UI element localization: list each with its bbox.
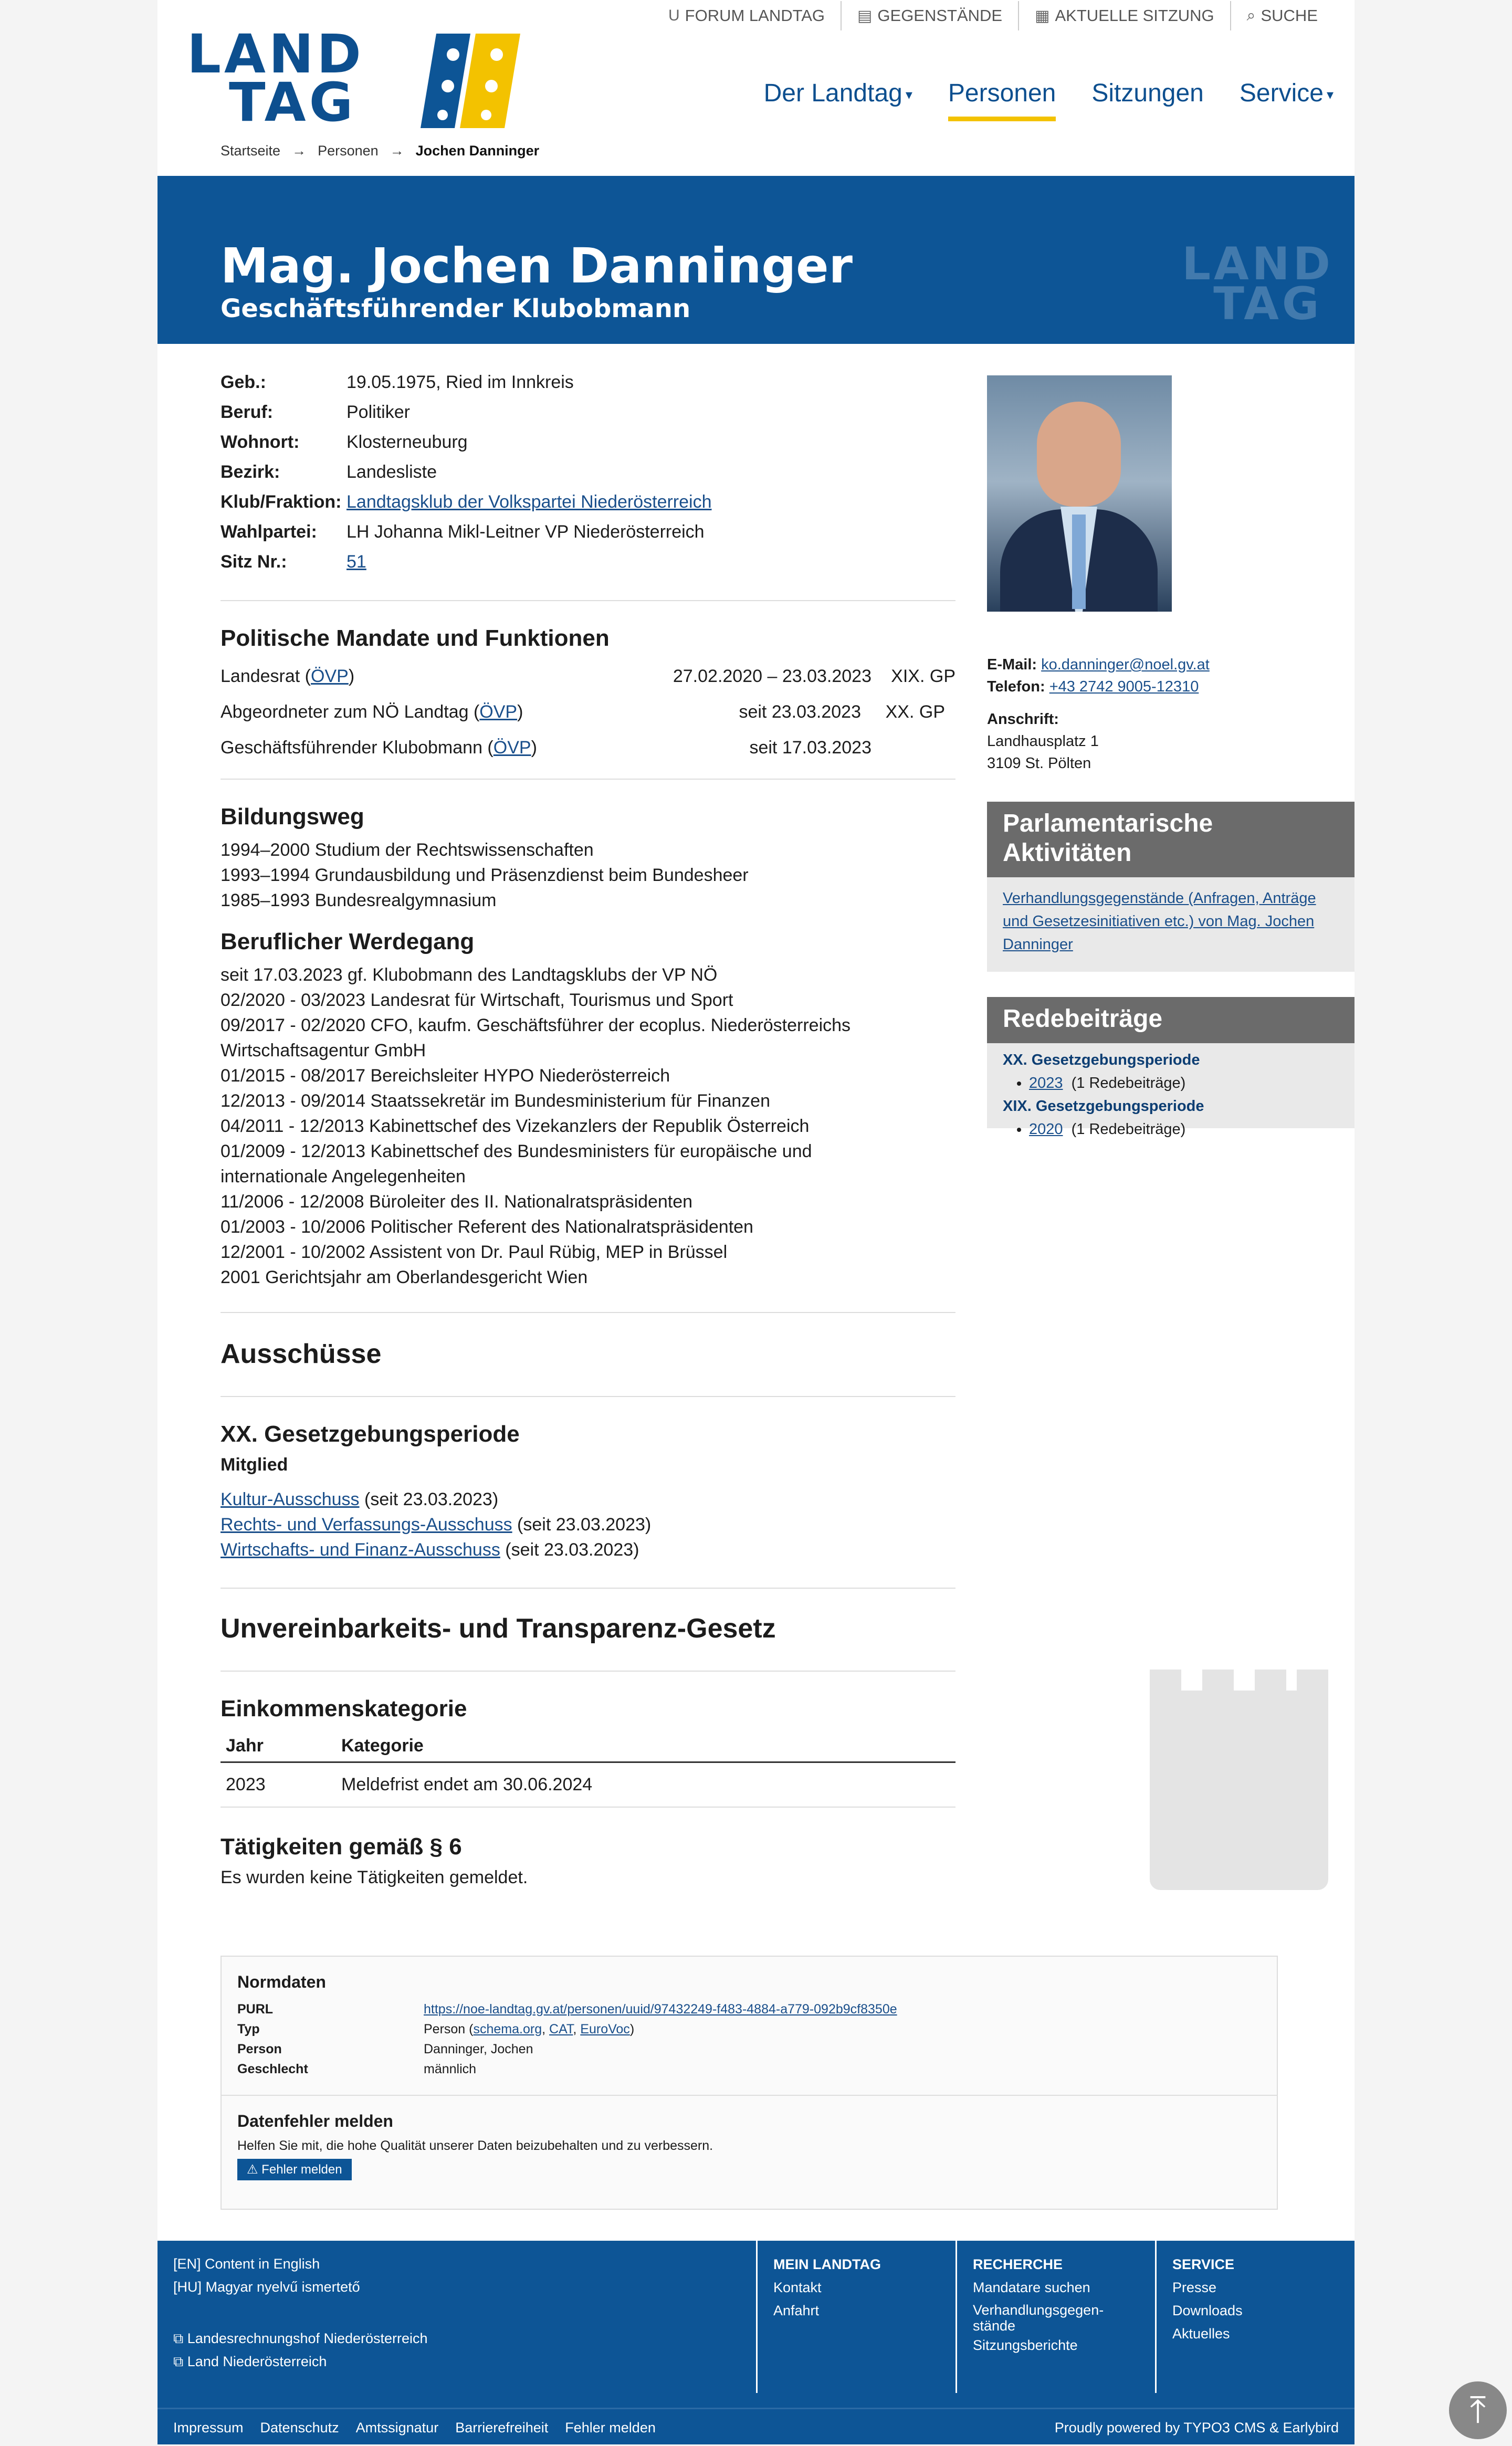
lower-austria-flag-icon (421, 34, 520, 128)
redebeitraege-box (987, 997, 1354, 1138)
list-item: Wirtschaftsagentur GmbH (220, 1041, 426, 1061)
typ-sep: , (573, 2021, 581, 2036)
sitz-link[interactable]: 51 (346, 552, 366, 572)
ausschuss-link[interactable]: Wirtschafts- und Finanz-Ausschuss (220, 1540, 500, 1560)
taetigkeiten-heading: Tätigkeiten gemäß § 6 (220, 1834, 462, 1860)
verhandlungsgegenstaende-link[interactable]: Verhandlungsgegenstände (Anfragen, Anträge und Gesetzesinitiativen etc.) von Mag. Jochen Danninger (1003, 890, 1316, 953)
logo-line-2: TAG (229, 71, 356, 134)
table-row (220, 1762, 956, 1808)
taetigkeiten-text: Es wurden keine Tätigkeiten gemeldet. (220, 1867, 528, 1887)
fact-value: Landesliste (346, 462, 437, 482)
schema-org-link[interactable]: schema.org (473, 2021, 542, 2036)
year-link[interactable]: 2023 (1029, 1075, 1063, 1091)
footer-link-amtssignatur[interactable]: Amtssignatur (355, 2419, 439, 2435)
divider (220, 1671, 956, 1672)
footer-col-mein-landtag (756, 2241, 957, 2393)
bildung-list (220, 837, 956, 913)
list-item: 12/2001 - 10/2002 Assistent von Dr. Paul Rübig, MEP in Brüssel (220, 1242, 728, 1262)
beruf-list (220, 962, 956, 1290)
arrow-up-icon: ⤒ (1469, 2389, 1486, 2430)
fact-value: LH Johanna Mikl-Leitner VP Niederösterreich (346, 522, 705, 542)
photo-tie (1072, 515, 1086, 609)
topnav-gegenstaende[interactable] (841, 1, 1018, 30)
party-link[interactable]: ÖVP (479, 702, 518, 722)
landtag-logo[interactable] (187, 23, 523, 135)
divider (220, 1396, 956, 1397)
contact-email (987, 654, 1354, 676)
fact-row (220, 368, 956, 397)
mandate-gp: XIX. GP (891, 666, 956, 686)
footer-link[interactable]: Kontakt (773, 2280, 822, 2295)
footer-link[interactable]: Anfahrt (773, 2303, 820, 2318)
bildung-heading: Bildungsweg (220, 804, 364, 830)
norm-row (237, 2039, 1261, 2059)
mandate-list (220, 666, 956, 773)
nav-der-landtag[interactable] (764, 79, 912, 121)
sidebar (987, 375, 1354, 1138)
fact-row (220, 487, 956, 517)
ausschuesse-heading: Ausschüsse (220, 1339, 382, 1369)
einkommen-heading: Einkommenskategorie (220, 1696, 467, 1721)
fact-label: Klub/Fraktion: (220, 492, 342, 512)
person-role: Geschäftsführender Klubobmann (220, 294, 691, 323)
caret-down-icon: ▾ (1326, 86, 1334, 102)
person-name: Mag. Jochen Danninger (220, 238, 853, 294)
list-item (220, 1487, 956, 1512)
list-item: 1993–1994 Grundausbildung und Präsenzdienst beim Bundesheer (220, 865, 749, 885)
fehler-melden-button[interactable]: ⚠ Fehler melden (237, 2159, 352, 2180)
site-footer (158, 2241, 1354, 2444)
breadcrumb-current: Jochen Danninger (415, 143, 540, 159)
col-jahr: Jahr (220, 1730, 336, 1762)
contact-block (987, 654, 1354, 774)
typ-text: Person ( (424, 2021, 474, 2036)
normdaten-box (220, 1956, 1278, 2210)
list-item (220, 1512, 956, 1537)
contact-address (987, 708, 1354, 774)
list-item: 02/2020 - 03/2023 Landesrat für Wirtschaft, Tourismus und Sport (220, 990, 733, 1010)
main-content (220, 368, 956, 1888)
contact-phone (987, 676, 1354, 698)
ausschuss-link[interactable]: Rechts- und Verfassungs-Ausschuss (220, 1515, 512, 1535)
redebeitraege-list (1003, 1072, 1339, 1095)
coat-of-arms-watermark-icon (1129, 1659, 1349, 1911)
col-kategorie: Kategorie (336, 1730, 956, 1762)
topnav-suche[interactable] (1230, 1, 1334, 30)
typ-text: ) (629, 2021, 635, 2036)
footer-link-lrh[interactable] (173, 2327, 428, 2350)
ausschuss-since: (seit 23.03.2023) (500, 1540, 639, 1560)
list-item: 04/2011 - 12/2013 Kabinettschef des Vizekanzlers der Republik Österreich (220, 1116, 810, 1136)
nav-service[interactable] (1240, 79, 1334, 121)
footer-col-title: RECHERCHE (973, 2256, 1063, 2272)
footer-link[interactable]: Verhandlungsgegen- (973, 2302, 1104, 2318)
arrow-right-icon: → (390, 143, 404, 159)
divider (222, 2095, 1277, 2096)
cell-kategorie: Meldefrist endet am 30.06.2024 (336, 1762, 956, 1808)
arrow-right-icon: → (292, 143, 307, 159)
footer-col-service (1155, 2241, 1356, 2393)
redebeitraege-heading: Redebeiträge (987, 997, 1354, 1043)
list-item: 01/2003 - 10/2006 Politischer Referent des Nationalratspräsidenten (220, 1217, 753, 1237)
external-link-icon: ⧉ (173, 2330, 187, 2346)
logo-line-1: LAND (187, 23, 364, 86)
mandate-function (220, 666, 354, 687)
photo-face (1037, 402, 1121, 507)
list-item: 2001 Gerichtsjahr am Oberlandesgericht Wien (220, 1267, 588, 1287)
list-item: 11/2006 - 12/2008 Büroleiter des II. Nationalratspräsidenten (220, 1192, 693, 1212)
parl-activities-box (987, 802, 1354, 972)
datenfehler-heading: Datenfehler melden (237, 2112, 393, 2130)
parl-activities-heading: Parlamentarische Aktivitäten (987, 802, 1354, 877)
mandate-text: ) (531, 738, 537, 758)
list-item: 09/2017 - 02/2020 CFO, kaufm. Geschäftsführer der ecoplus. Niederösterreichs (220, 1015, 851, 1035)
rede-count: (1 Redebeiträge) (1071, 1121, 1186, 1138)
mandate-row (220, 666, 956, 702)
footer-link[interactable]: Mandatare suchen (973, 2280, 1090, 2295)
redebeitraege-list (1003, 1118, 1339, 1141)
footer-link-hu[interactable]: [HU] Magyar nyelvű ismertető (173, 2279, 360, 2295)
main-nav (764, 79, 1334, 121)
topnav-label: AKTUELLE SITZUNG (1055, 6, 1214, 25)
beruf-heading: Beruflicher Werdegang (220, 929, 475, 954)
mandate-period: seit 17.03.2023 (749, 738, 872, 758)
mandate-gp: XX. GP (885, 702, 945, 722)
list-item: 01/2009 - 12/2013 Kabinettschef des Bundesministers für europäische und (220, 1141, 812, 1161)
powered-by-text: Proudly powered by TYPO3 CMS & Earlybird (1054, 2419, 1339, 2435)
topnav-label: SUCHE (1261, 6, 1318, 25)
parl-activities-body (987, 877, 1354, 972)
phone-label: Telefon: (987, 678, 1045, 695)
nav-label: Der Landtag (763, 79, 902, 107)
period-label: XX. Gesetzgebungsperiode (1003, 1052, 1200, 1068)
fact-value: Politiker (346, 402, 410, 422)
fact-row (220, 457, 956, 487)
landtag-watermark-logo (1182, 238, 1334, 330)
footer-link[interactable]: stände (973, 2318, 1016, 2334)
person-hero (158, 176, 1354, 344)
topnav-label: GEGENSTÄNDE (877, 6, 1003, 25)
fact-label: Sitz Nr.: (220, 552, 287, 572)
person-facts (220, 368, 956, 577)
scroll-to-top-button[interactable] (1449, 2381, 1507, 2439)
fact-label: Geb.: (220, 372, 266, 392)
list-item: internationale Angelegenheiten (220, 1167, 466, 1187)
list-item: 12/2013 - 09/2014 Staatssekretär im Bundesministerium für Finanzen (220, 1091, 770, 1111)
footer-left (173, 2252, 428, 2373)
topnav-forum-landtag[interactable] (653, 1, 841, 30)
year-link[interactable]: 2020 (1029, 1121, 1063, 1138)
ausschuesse-list (220, 1487, 956, 1562)
list-item (220, 1537, 956, 1562)
mandate-row (220, 738, 956, 773)
ausschuss-since: (seit 23.03.2023) (512, 1515, 652, 1535)
horseshoe-icon: U (668, 7, 680, 24)
address-line: 3109 St. Pölten (987, 755, 1091, 772)
party-link[interactable]: ÖVP (493, 738, 531, 758)
norm-value: männlich (424, 2061, 477, 2076)
rede-count: (1 Redebeiträge) (1071, 1075, 1186, 1091)
normdaten-heading: Normdaten (237, 1972, 326, 1991)
nav-label: Service (1239, 79, 1324, 107)
fact-value: 19.05.1975, Ried im Innkreis (346, 372, 574, 392)
mandate-row (220, 702, 956, 738)
ausschuesse-period: XX. Gesetzgebungsperiode (220, 1421, 520, 1447)
period-label: XIX. Gesetzgebungsperiode (1003, 1098, 1204, 1115)
purl-link[interactable]: https://noe-landtag.gv.at/personen/uuid/97432249-f483-4884-a779-092b9cf8350e (424, 2001, 897, 2017)
phone-link[interactable]: +43 2742 9005-12310 (1049, 678, 1199, 695)
footer-link-label: Land Niederösterreich (187, 2354, 327, 2369)
norm-value: Danninger, Jochen (424, 2041, 533, 2056)
nav-label: Sitzungen (1091, 79, 1204, 107)
ausschuesse-role: Mitglied (220, 1455, 288, 1475)
norm-row (237, 1999, 1261, 2019)
email-link[interactable]: ko.danninger@noel.gv.at (1041, 656, 1210, 673)
address-label: Anschrift: (987, 711, 1059, 728)
topnav-label: FORUM LANDTAG (685, 6, 825, 25)
mandate-heading: Politische Mandate und Funktionen (220, 625, 610, 651)
calendar-icon: ▦ (1035, 7, 1050, 25)
fact-label: Wahlpartei: (220, 522, 317, 542)
site-header (158, 0, 1354, 176)
nav-label: Personen (948, 79, 1056, 107)
divider (220, 1312, 956, 1313)
divider (220, 600, 956, 601)
ausschuss-since: (seit 23.03.2023) (359, 1489, 499, 1509)
footer-bottom-bar (158, 2408, 1354, 2446)
norm-key: Geschlecht (237, 2061, 308, 2076)
footer-col-title: MEIN LANDTAG (773, 2256, 881, 2272)
list-item: 1985–1993 Bundesrealgymnasium (220, 890, 497, 910)
spacer (173, 2298, 428, 2327)
footer-link[interactable]: Aktuelles (1172, 2326, 1230, 2342)
norm-row (237, 2059, 1261, 2079)
ausschuss-link[interactable]: Kultur-Ausschuss (220, 1489, 360, 1509)
footer-link-land-noe[interactable] (173, 2350, 428, 2373)
person-photo (987, 375, 1172, 612)
redebeitraege-body (987, 1043, 1354, 1157)
list-item (1029, 1118, 1339, 1141)
norm-value (424, 2022, 634, 2037)
norm-row (237, 2019, 1261, 2039)
mandate-text: Abgeordneter zum NÖ Landtag ( (220, 702, 480, 722)
caret-down-icon: ▾ (905, 86, 912, 102)
norm-key: PURL (237, 2001, 274, 2017)
top-utility-nav (653, 0, 1334, 32)
footer-link-impressum[interactable]: Impressum (173, 2419, 244, 2435)
footer-link[interactable]: Presse (1172, 2280, 1217, 2295)
fact-row (220, 427, 956, 457)
footer-link[interactable]: Sitzungsberichte (973, 2337, 1078, 2353)
document-icon: ▤ (857, 7, 873, 25)
party-link[interactable]: ÖVP (311, 666, 349, 686)
fact-label: Bezirk: (220, 462, 280, 482)
cell-jahr: 2023 (220, 1762, 336, 1808)
fact-label: Wohnort: (220, 432, 300, 452)
breadcrumb-personen[interactable]: Personen (318, 143, 379, 159)
mandate-text: ) (348, 666, 355, 686)
datenfehler-text: Helfen Sie mit, die hohe Qualität unserer Daten beizubehalten und zu verbessern. (237, 2138, 713, 2153)
email-label: E-Mail: (987, 656, 1037, 673)
fact-row (220, 547, 956, 577)
watermark-line-1: LAND (1182, 238, 1334, 290)
footer-link[interactable]: Downloads (1172, 2303, 1243, 2318)
footer-link-fehler-melden[interactable]: Fehler melden (565, 2419, 656, 2435)
mandate-function (220, 702, 523, 722)
fact-row (220, 517, 956, 547)
divider (220, 1588, 956, 1589)
eurovoc-link[interactable]: EuroVoc (580, 2021, 630, 2036)
topnav-aktuelle-sitzung[interactable] (1018, 1, 1230, 30)
breadcrumb-home[interactable]: Startseite (220, 143, 281, 159)
fact-label: Beruf: (220, 402, 274, 422)
logo-wordmark (187, 23, 364, 134)
page (158, 0, 1354, 2444)
mandate-period: seit 23.03.2023 (739, 702, 861, 722)
mandate-text: Geschäftsführender Klubobmann ( (220, 738, 494, 758)
normdaten-inner (237, 1972, 1261, 2180)
typ-sep: , (542, 2021, 550, 2036)
mandate-text: ) (517, 702, 523, 722)
footer-link-en[interactable]: [EN] Content in English (173, 2256, 320, 2272)
footer-col-title: SERVICE (1172, 2256, 1235, 2272)
table-header-row (220, 1730, 956, 1762)
einkommen-table (220, 1730, 956, 1808)
footer-col-recherche (956, 2241, 1157, 2393)
footer-link-barrierefreiheit[interactable]: Barrierefreiheit (455, 2419, 549, 2435)
external-link-icon: ⧉ (173, 2354, 187, 2369)
fact-value: Klosterneuburg (346, 432, 468, 452)
list-item: 01/2015 - 08/2017 Bereichsleiter HYPO Niederösterreich (220, 1066, 670, 1086)
cat-link[interactable]: CAT (549, 2021, 573, 2036)
unvereinbarkeit-heading: Unvereinbarkeits- und Transparenz-Gesetz (220, 1613, 776, 1644)
footer-link-label: Landesrechnungshof Niederösterreich (187, 2330, 428, 2346)
mandate-period: 27.02.2020 – 23.03.2023 (673, 666, 872, 686)
divider (220, 779, 956, 780)
mandate-function (220, 738, 537, 758)
list-item: 1994–2000 Studium der Rechtswissenschaften (220, 840, 594, 860)
breadcrumb (220, 143, 539, 159)
nav-personen[interactable] (948, 79, 1056, 121)
klub-link[interactable]: Landtagsklub der Volkspartei Niederösterreich (346, 492, 712, 512)
norm-key: Typ (237, 2021, 260, 2036)
search-icon: ⌕ (1246, 7, 1256, 24)
norm-key: Person (237, 2041, 282, 2056)
list-item (1029, 1072, 1339, 1095)
address-line: Landhausplatz 1 (987, 733, 1099, 750)
fact-row (220, 397, 956, 427)
footer-link-datenschutz[interactable]: Datenschutz (260, 2419, 339, 2435)
nav-sitzungen[interactable] (1091, 79, 1204, 121)
list-item: seit 17.03.2023 gf. Klubobmann des Landtagsklubs der VP NÖ (220, 965, 718, 985)
watermark-line-2: TAG (1213, 278, 1322, 330)
mandate-text: Landesrat ( (220, 666, 311, 686)
